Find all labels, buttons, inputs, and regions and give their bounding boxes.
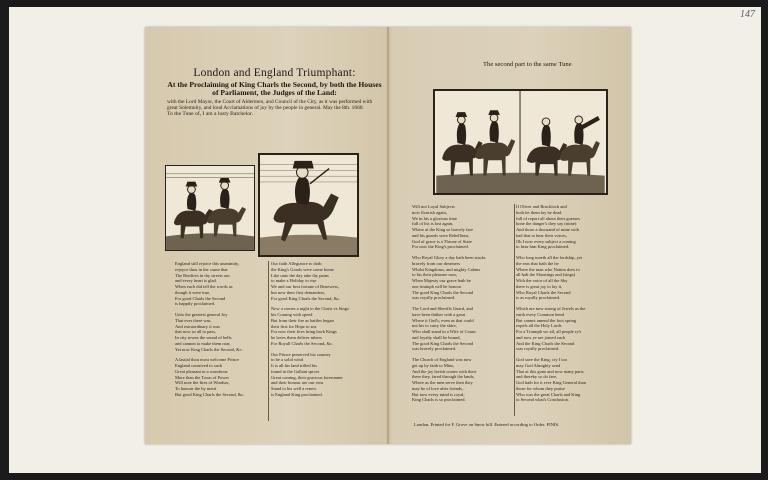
verse: If Oliver and Brucklock and both let them lay be dead full of report all about their guesses bone the danger's they say (mine) And those a thousand of mine with had that to hear their voices, Oh I now every subject a coming to hear him King proclaimed. <box>516 204 580 250</box>
verses-right-column-1 <box>412 204 512 408</box>
verses-left-column-1 <box>175 261 270 403</box>
verse: England still rejoice this unanimity, rejoyce thou in the cause that The Bonfires in thy streets are, and every heart is glad. When each did tell the words as though it were true, For good Charls the Second is happily proclaimed. <box>175 261 240 307</box>
verse: A lastial thou most welcome Prince England contrived to such Great pleasant in a wondrous More than the Town of Power Will note the fires of Windsor, To honour the by merit But good King Charls the Second, &c. <box>175 357 245 397</box>
two-riders-woodcut <box>165 165 255 251</box>
title-block <box>167 67 382 117</box>
verse: Our Prince preserved his country to be a solid wind It is all his land trilled his found in the Gallant spices Great coming, their gracious forerunner and their honour are our own Stand to his well a renew is England King proclaimed. <box>271 351 343 397</box>
tune-line: To the Tune of, I am a lusty Batchelor. <box>167 110 253 117</box>
verse: Unto the greatest general Joy That ever there was, And extraordinary it was that now so all to pass, In city towns the sound of bells and cannon to make them roar, Yet now King Charls the Second, &c. <box>175 312 243 352</box>
verse: The Church of England was now get up by faith to Mine, And the joy lavish comes with their there they, fared through the lands, Where as the men serve then they may be of love after friends, But now every mind is royal, King Charls is so proclaimed. <box>412 357 477 403</box>
verses-right-column-2 <box>516 204 616 408</box>
center-fold <box>387 27 389 444</box>
verse: Who Royal Glory a day hath been stacks bravely from our dreamers Whilst Kingdoms, and mighty Cabins to his their pleasure now, When Majesty our grave hath be one triumph will be honour The good King Charls the Second was royally proclaimed. <box>412 255 486 301</box>
second-part-heading: The second part to the same Tune <box>483 61 572 68</box>
verse: The Lord and Sheriffs Guard, and have been thither with a great Where it God's, even as that could not his to carry the shire, Who shall stand in a Wife of Counc and loyalty shall be bound, The good King Charls the Second was bravely proclaimed. <box>412 306 477 352</box>
folio-mark: 147 <box>740 9 755 20</box>
verses-left-column-2 <box>271 261 366 403</box>
right-column-rule <box>514 204 515 416</box>
verse: Which are now strong of Jewels as the earth every Common bend But cannot amend the foot spring expels all the Holy Lords For a Triumph we all, all people ry's and now ye are joined such And the King Charls the Second was royally proclaimed. <box>516 306 586 352</box>
broadside-details: with the Lord Mayor, the Court of Aldermen, and Council of the City, as it was performed with great Solemnity, and loud Acclamations of joy by the people in general. May the 8th. 1660. <box>167 98 373 111</box>
horsemen-pair-icon <box>166 166 254 250</box>
verse: Our faith Allegiance to doth the King's Goods were come home Like unto the day take thy pains to make a Holiday to rise We and our best fortune of Renewers, but now their first demanders, For good King Charls the Second, &c. <box>271 261 341 301</box>
cavalcade-icon <box>435 91 606 193</box>
broadside-subtitle: At the Proclaiming of King Charls the Second, by both the Houses of Parliament, the Judges of the Land: <box>167 79 382 98</box>
verse: God save the King, cry I too may God Almighty send That at this gone and now many parts and thereby so do fare, God hath for it ever King General than those for whom they praise Who was the great Charls and King to Second what's Conclusion. <box>516 357 586 403</box>
imprint-line: London, Printed for F. Grove on Snow hill. Entered according to Order. FINIS. <box>414 422 560 427</box>
verse: Now a comes a night to the Christ vs Sings his Coming with speed But from their fire as battles began their first for Hope to sea For now their fires bring back Kings he loves them deliver mbers For Royall Charls the Second, &c. <box>271 306 349 346</box>
procession-woodcut <box>433 89 608 195</box>
mounted-king-icon <box>260 155 357 255</box>
broadside-title: London and England Triumphant: <box>193 67 356 79</box>
verse: Will not Loyal Subjects now flourish again, We in his a glorious time full of his is lost again, Where at the King so bravely fare and his guards were Rebellions, God of grace is a Throne of State For now the King's proclaimed. <box>412 204 473 250</box>
verse: Who long tuneth all the lordship, yet the ears that hath the be Where the man who Nation does to all halt the Shoutings and (sings) With the voice of all the Sky there is great joy to lay it, Who Royal Charls the Second is as royally proclaimed. <box>516 255 583 301</box>
broadside-sheet <box>145 27 631 444</box>
king-on-horseback-woodcut <box>258 153 359 257</box>
